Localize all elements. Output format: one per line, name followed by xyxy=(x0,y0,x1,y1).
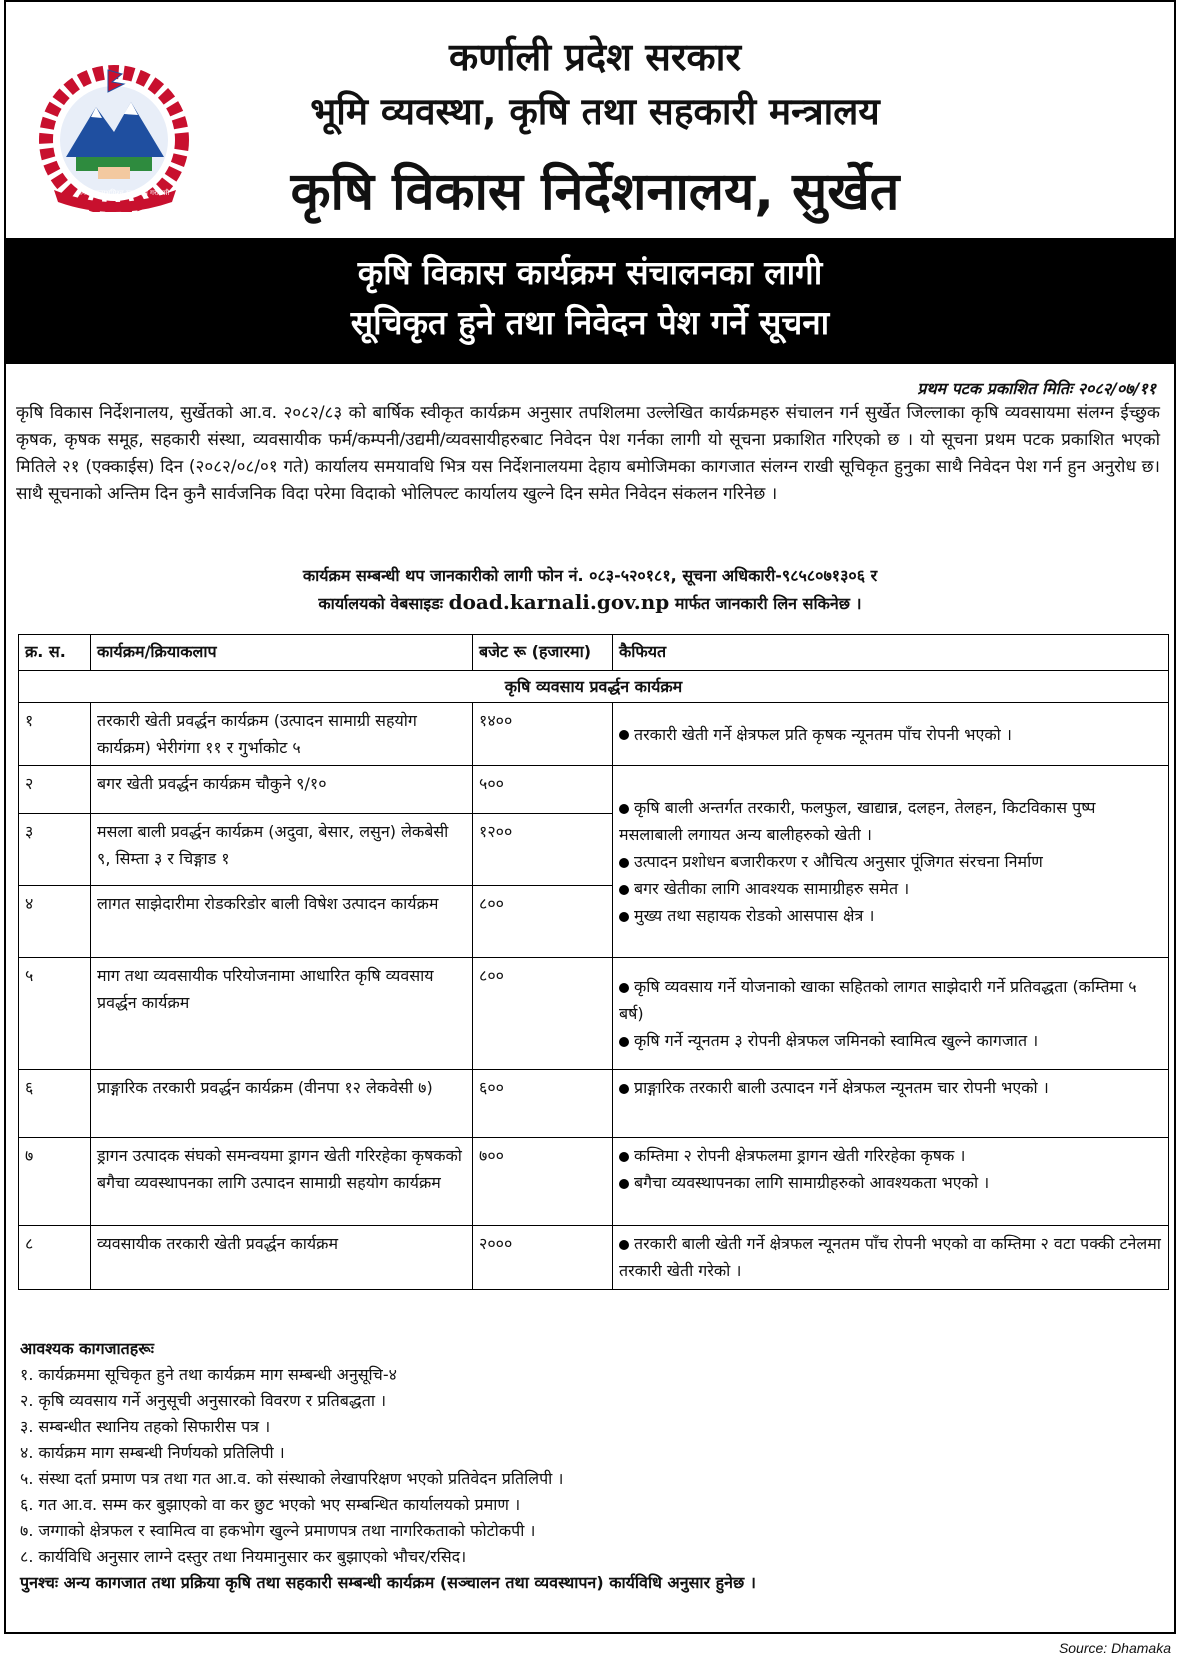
document-item: ३. सम्बन्धीत स्थानिय तहको सिफारीस पत्र । xyxy=(20,1417,271,1436)
remark-item xyxy=(619,875,1162,902)
website-link[interactable]: doad.karnali.gov.np xyxy=(448,590,670,614)
remark-item xyxy=(619,902,1162,929)
bullet-icon xyxy=(619,1179,629,1189)
row-sn: ५ xyxy=(19,958,91,1070)
contact-line-2 xyxy=(6,589,1174,617)
remark-text: तरकारी बाली खेती गर्ने क्षेत्रफल न्यूनतम पाँच रोपनी भएको वा कम्तिमा २ वटा पक्की टनेलमा तरकारी खेती गरेको । xyxy=(619,1234,1161,1280)
row-sn: ७ xyxy=(19,1138,91,1226)
row-sn: ६ xyxy=(19,1070,91,1138)
header-remarks: कैफियत xyxy=(613,635,1169,671)
contact-line-1: कार्यक्रम सम्बन्धी थप जानकारीको लागी फोन नं. ०८३-५२०१८१, सूचना अधिकारी-९८५८०७१३०६ र xyxy=(302,566,878,585)
banner-line-1: कृषि विकास कार्यक्रम संचालनका लागी xyxy=(357,253,823,292)
row-budget: ८०० xyxy=(473,958,613,1070)
table-row xyxy=(19,1070,1169,1138)
program-table xyxy=(18,634,1169,1290)
table-row xyxy=(19,766,1169,814)
row-remarks xyxy=(613,1070,1169,1138)
row-remarks xyxy=(613,958,1169,1070)
contact-info xyxy=(6,562,1174,617)
row-remarks xyxy=(613,1138,1169,1226)
remark-text: कृषि गर्ने न्यूनतम ३ रोपनी क्षेत्रफल जमिनको स्वामित्व खुल्ने कागजात । xyxy=(634,1031,1039,1050)
postscript-note: पुनश्चः अन्य कागजात तथा प्रक्रिया कृषि तथा सहकारी सम्बन्धी कार्यक्रम (सञ्चालन तथा व्यवस्थापन) कार्यविधि अनुसार हुनेछ । xyxy=(20,1573,756,1592)
section-title: कृषि व्यवसाय प्रवर्द्धन कार्यक्रम xyxy=(19,671,1169,703)
row-program: माग तथा व्यवसायीक परियोजनामा आधारित कृषि व्यवसाय प्रवर्द्धन कार्यक्रम xyxy=(91,958,473,1070)
row-program: तरकारी खेती प्रवर्द्धन कार्यक्रम (उत्पादन सामाग्री सहयोग कार्यक्रम) भेरीगंगा ११ र गुर्भाकोट ५ xyxy=(91,703,473,766)
remark-item xyxy=(619,848,1162,875)
bullet-icon xyxy=(619,983,629,993)
document-item: ४. कार्यक्रम माग सम्बन्धी निर्णयको प्रतिलिपी । xyxy=(20,1443,285,1462)
intro-paragraph: कृषि विकास निर्देशनालय, सुर्खेतको आ.व. २०८२/८३ को बार्षिक स्वीकृत कार्यक्रम अनुसार तपशिलमा उल्लेखित कार्यक्रमहरु संचालन गर्न सुर्खेत जिल्लाका कृषि व्यवसायमा संलग्न ईच्छुक कृषक, कृषक समूह, सहकारी संस्था, व्यवसायीक फर्म/कम्पनी/उद्यमी/व्यवसायीहरुबाट निवेदन पेश गर्नका लागी यो सूचना प्रकाशित गरिएको छ । यो सूचना प्रथम पटक प्रकाशित भएको मितिले २१ (एक्काईस) दिन (२०८२/०८/०१ गते) कार्यालय समयावधि भित्र यस निर्देशनालयमा देहाय बमोजिमका कागजात संलग्न राखी सूचिकृत हुनुका साथै निवेदन पेश गर्न हुन अनुरोध छ। साथै सूचनाको अन्तिम दिन कुनै सार्वजनिक विदा परेमा विदाको भोलिपल्ट कार्यालय खुल्ने दिन समेत निवेदन संकलन गरिनेछ । xyxy=(16,403,1160,504)
bullet-icon xyxy=(619,730,629,740)
required-documents xyxy=(20,1336,1160,1596)
row-program: प्राङ्गारिक तरकारी प्रवर्द्धन कार्यक्रम (वीनपा १२ लेकवेसी ७) xyxy=(91,1070,473,1138)
header-sn: क्र. स. xyxy=(19,635,91,671)
row-sn: २ xyxy=(19,766,91,814)
remark-item xyxy=(619,1169,1162,1196)
remark-item xyxy=(619,1230,1162,1284)
row-budget: ५०० xyxy=(473,766,613,814)
section-row xyxy=(19,671,1169,703)
header-program: कार्यक्रम/क्रियाकलाप xyxy=(91,635,473,671)
publication-date: प्रथम पटक प्रकाशित मितिः २०८२/०७/११ xyxy=(917,379,1156,398)
document-item: ८. कार्यविधि अनुसार लाग्ने दस्तुर तथा नियमानुसार कर बुझाएको भौचर/रसिद। xyxy=(20,1547,467,1566)
bullet-icon xyxy=(619,804,629,814)
header-province: कर्णाली प्रदेश सरकार xyxy=(448,35,741,79)
source-credit: Source: Dhamaka xyxy=(1058,1640,1171,1656)
bullet-icon xyxy=(619,1152,629,1162)
remark-text: तरकारी खेती गर्ने क्षेत्रफल प्रति कृषक न्यूनतम पाँच रोपनी भएको । xyxy=(634,724,1012,744)
header-ministry: भूमि व्यवस्था, कृषि तथा सहकारी मन्त्रालय xyxy=(310,90,880,133)
remark-text: उत्पादन प्रशोधन बजारीकरण र औचित्य अनुसार पूंजिगत संरचना निर्माण xyxy=(634,852,1043,871)
bullet-icon xyxy=(619,912,629,922)
documents-title: आवश्यक कागजातहरूः xyxy=(20,1339,154,1358)
table-row xyxy=(19,703,1169,766)
row-budget: १४०० xyxy=(473,703,613,766)
remark-item xyxy=(619,973,1162,1027)
row-program: मसला बाली प्रवर्द्धन कार्यक्रम (अदुवा, बेसार, लसुन) लेकबेसी ९, सिम्ता ३ र चिङ्गाड १ xyxy=(91,814,473,886)
row-program: ड्रागन उत्पादक संघको समन्वयमा ड्रागन खेती गरिरहेका कृषकको बगैचा व्यवस्थापनका लागि उत्पादन सामाग्री सहयोग कार्यक्रम xyxy=(91,1138,473,1226)
document-item: ५. संस्था दर्ता प्रमाण पत्र तथा गत आ.व. को संस्थाको लेखापरिक्षण भएको प्रतिवेदन प्रतिलिपी । xyxy=(20,1469,564,1488)
table-header-row xyxy=(19,635,1169,671)
document-item: २. कृषि व्यवसाय गर्ने अनुसूची अनुसारको विवरण र प्रतिबद्धता । xyxy=(20,1391,387,1410)
row-remarks xyxy=(613,766,1169,958)
remark-text: बगर खेतीका लागि आवश्यक सामाग्रीहरु समेत । xyxy=(634,879,910,898)
remark-item xyxy=(619,794,1162,848)
remark-item xyxy=(619,721,1162,748)
header-directorate: कृषि विकास निर्देशनालय, सुर्खेत xyxy=(290,162,900,222)
row-sn: ३ xyxy=(19,814,91,886)
row-budget: १२०० xyxy=(473,814,613,886)
header-budget: बजेट रू (हजारमा) xyxy=(473,635,613,671)
row-budget: ८०० xyxy=(473,886,613,958)
bullet-icon xyxy=(619,1037,629,1047)
row-budget: ६०० xyxy=(473,1070,613,1138)
row-program: लागत साझेदारीमा रोडकरिडोर बाली विषेश उत्पादन कार्यक्रम xyxy=(91,886,473,958)
document-item: १. कार्यक्रममा सूचिकृत हुने तथा कार्यक्रम माग सम्बन्धी अनुसूचि-४ xyxy=(20,1365,397,1384)
row-budget: २००० xyxy=(473,1226,613,1290)
banner-line-2: सूचिकृत हुने तथा निवेदन पेश गर्ने सूचना xyxy=(350,303,830,342)
table-row xyxy=(19,1138,1169,1226)
emblem-motto: जननी जन्मभूमिश्च स्वर्गादपि गरीयसी xyxy=(76,189,170,197)
row-remarks xyxy=(613,703,1169,766)
row-sn: ८ xyxy=(19,1226,91,1290)
remark-text: कम्तिमा २ रोपनी क्षेत्रफलमा ड्रागन खेती गरिरहेका कृषक । xyxy=(634,1146,966,1165)
contact-web-suffix: मार्फत जानकारी लिन सकिनेछ । xyxy=(674,594,862,613)
remark-item xyxy=(619,1027,1162,1054)
row-program: बगर खेती प्रवर्द्धन कार्यक्रम चौकुने ९/१० xyxy=(91,766,473,814)
notice-frame xyxy=(4,0,1176,1634)
contact-web-prefix: कार्यालयको वेबसाइडः xyxy=(318,594,444,613)
remark-text: बगैचा व्यवस्थापनका लागि सामाग्रीहरुको आवश्यकता भएको । xyxy=(634,1173,990,1192)
row-sn: ४ xyxy=(19,886,91,958)
notice-banner xyxy=(6,238,1174,364)
table-row xyxy=(19,958,1169,1070)
row-remarks xyxy=(613,1226,1169,1290)
row-program: व्यवसायीक तरकारी खेती प्रवर्द्धन कार्यक्रम xyxy=(91,1226,473,1290)
remark-text: कृषि व्यवसाय गर्ने योजनाको खाका सहितको लागत साझेदारी गर्ने प्रतिवद्धता (कम्तिमा ५ बर्ष) xyxy=(619,977,1137,1023)
remark-item xyxy=(619,1142,1162,1169)
remark-text: प्राङ्गारिक तरकारी बाली उत्पादन गर्ने क्षेत्रफल न्यूनतम चार रोपनी भएको । xyxy=(634,1078,1049,1097)
remark-text: कृषि बाली अन्तर्गत तरकारी, फलफुल, खाद्यान्न, दलहन, तेलहन, किटविकास पुष्प मसलाबाली लगायत अन्य बालीहरुको खेती । xyxy=(619,798,1096,844)
document-item: ६. गत आ.व. सम्म कर बुझाएको वा कर छुट भएको भए सम्बन्धित कार्यालयको प्रमाण । xyxy=(20,1495,521,1514)
row-sn: १ xyxy=(19,703,91,766)
remark-item xyxy=(619,1074,1162,1101)
row-budget: ७०० xyxy=(473,1138,613,1226)
bullet-icon xyxy=(619,858,629,868)
bullet-icon xyxy=(619,1084,629,1094)
bullet-icon xyxy=(619,885,629,895)
document-item: ७. जग्गाको क्षेत्रफल र स्वामित्व वा हकभोग खुल्ने प्रमाणपत्र तथा नागरिकताको फोटोकपी । xyxy=(20,1521,536,1540)
table-row xyxy=(19,1226,1169,1290)
remark-text: मुख्य तथा सहायक रोडको आसपास क्षेत्र । xyxy=(634,906,875,925)
bullet-icon xyxy=(619,1240,629,1250)
